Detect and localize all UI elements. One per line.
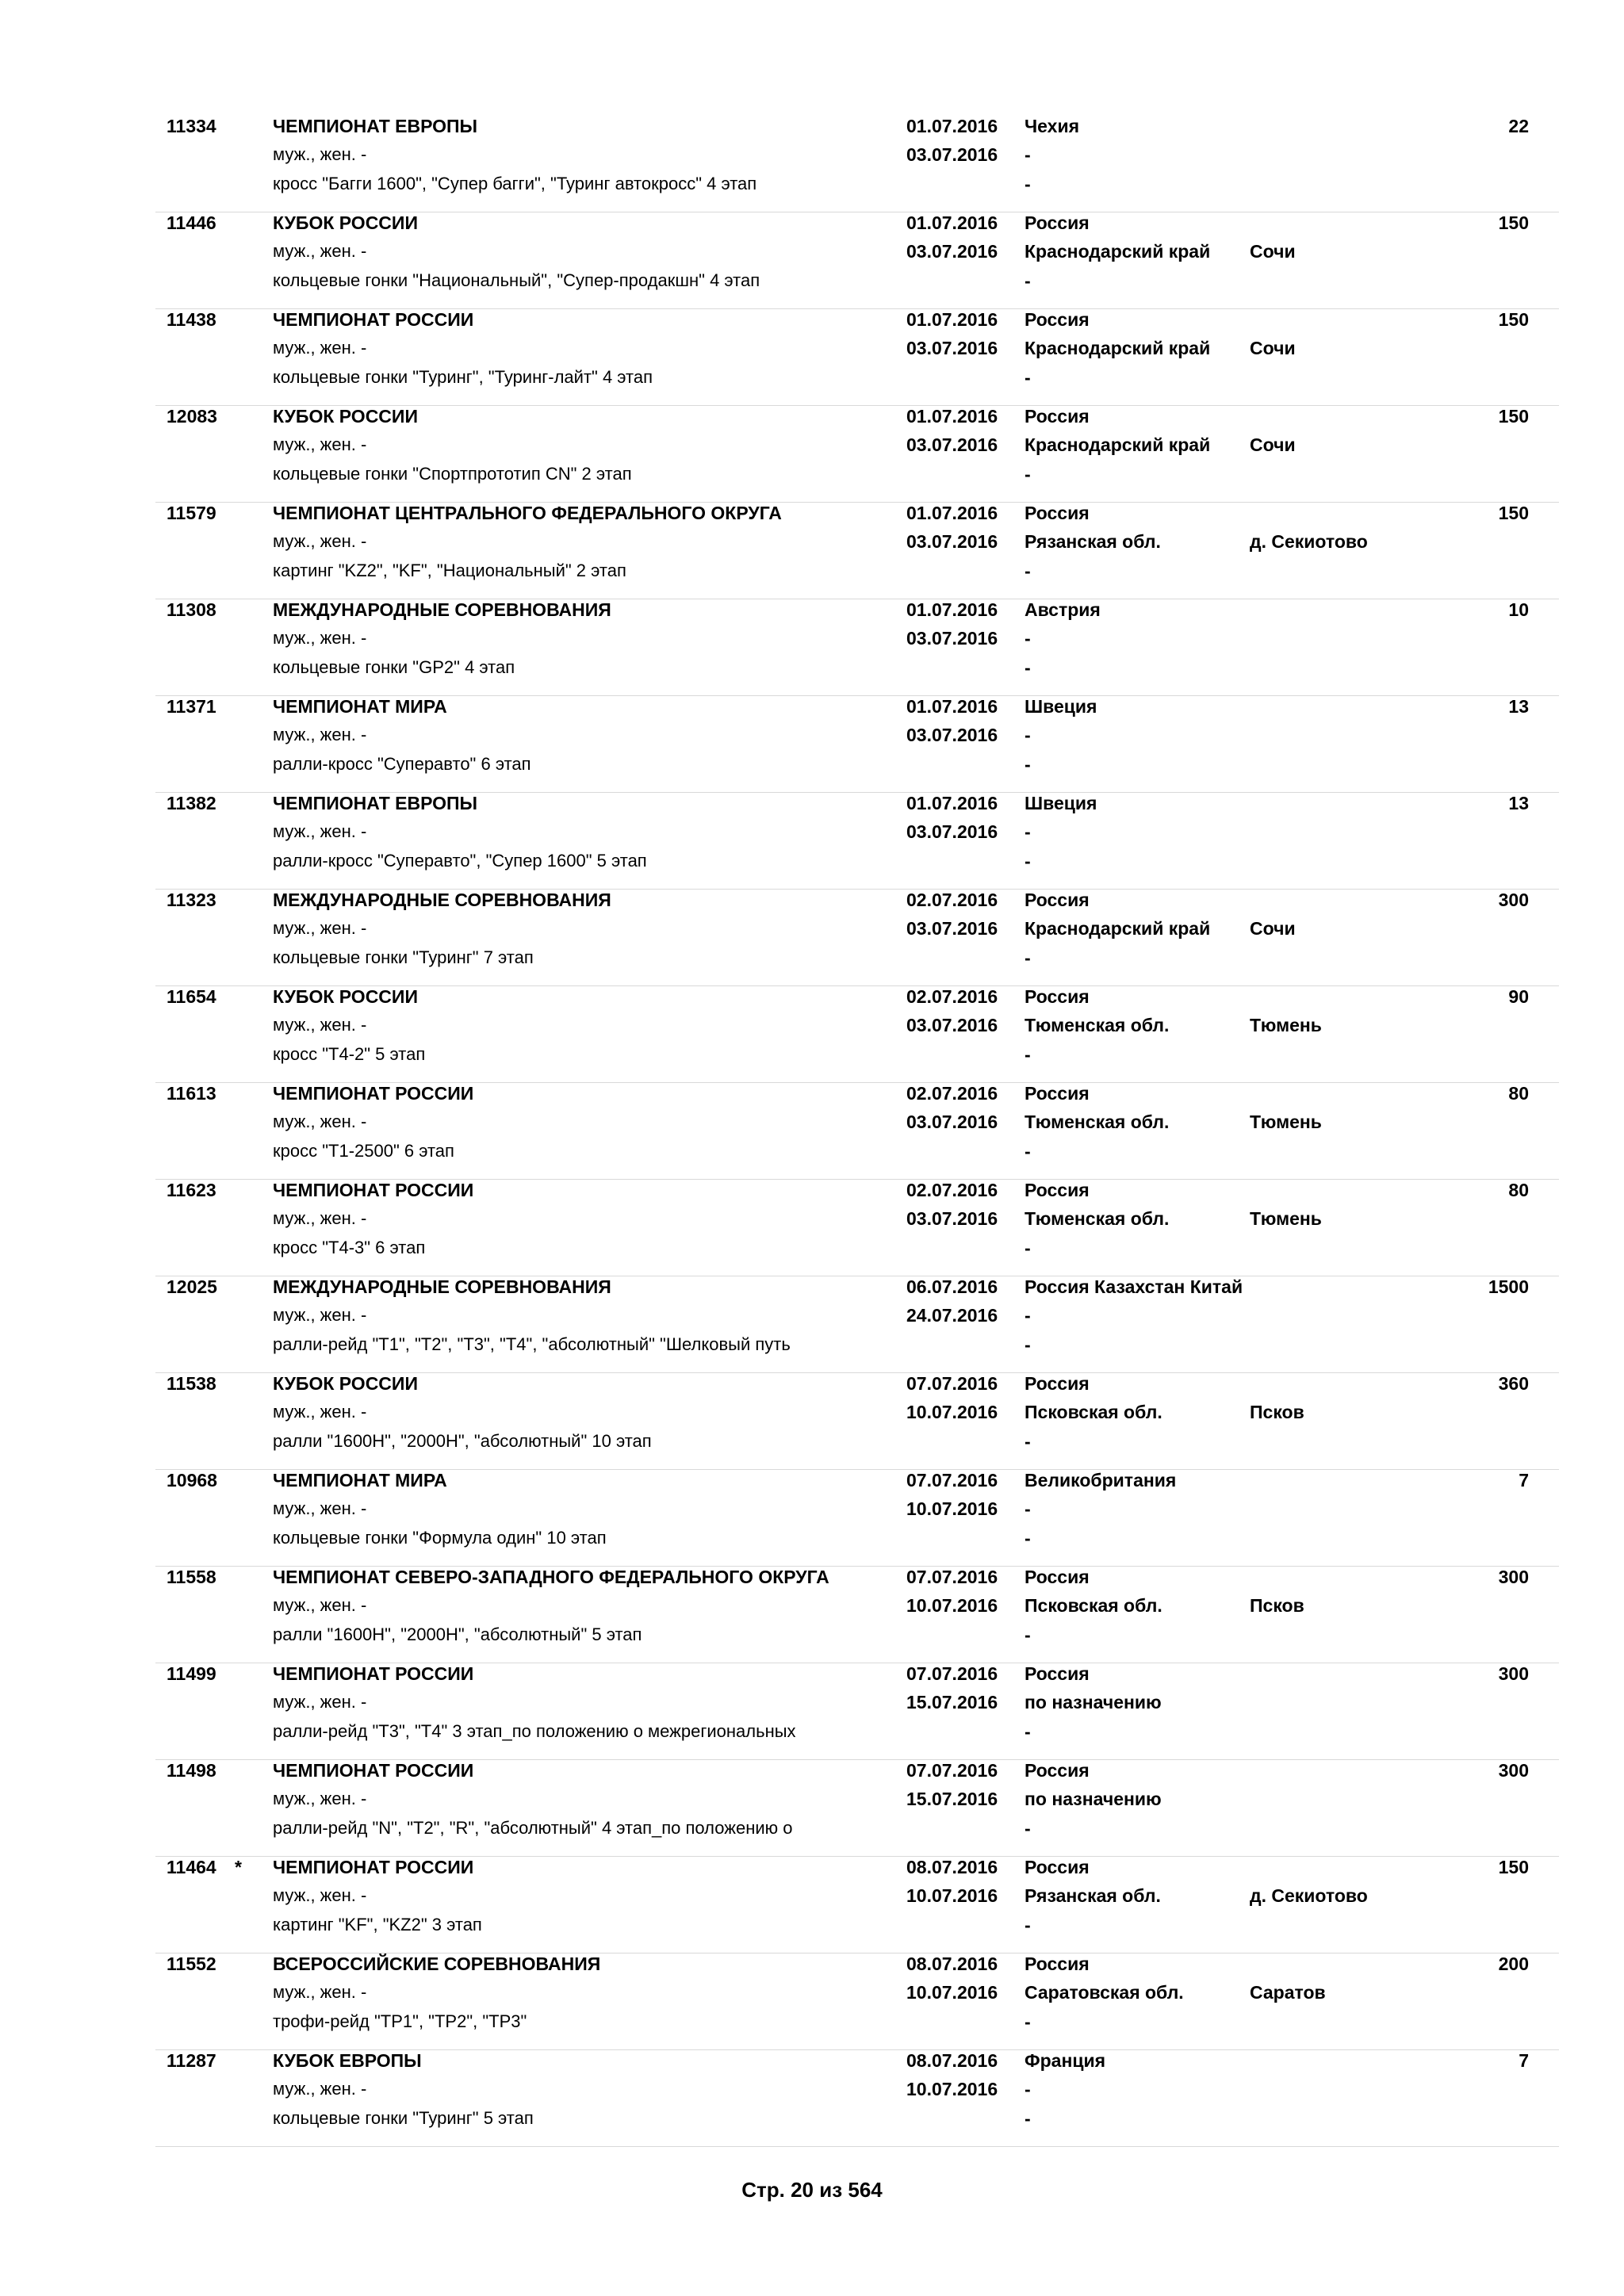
- event-region: Краснодарский край: [1025, 241, 1211, 262]
- event-date-start: 07.07.2016: [906, 1663, 998, 1684]
- event-date-start: 01.07.2016: [906, 309, 998, 330]
- event-name: ЧЕМПИОНАТ РОССИИ: [273, 1857, 474, 1877]
- event-name: ЧЕМПИОНАТ РОССИИ: [273, 1083, 474, 1104]
- event-name: КУБОК РОССИИ: [273, 986, 418, 1007]
- event-row: [155, 1857, 1559, 1954]
- event-id: 11382: [167, 793, 216, 813]
- event-region: Псковская обл.: [1025, 1402, 1162, 1422]
- event-date-start: 01.07.2016: [906, 212, 998, 233]
- event-participants: 7: [1519, 2050, 1529, 2071]
- event-date-start: 07.07.2016: [906, 1373, 998, 1394]
- event-participants: 22: [1508, 116, 1529, 136]
- event-row: [155, 986, 1559, 1083]
- event-date-start: 01.07.2016: [906, 406, 998, 427]
- event-discipline: кольцевые гонки "Формула один" 10 этап: [273, 1528, 607, 1548]
- event-region: -: [1025, 1305, 1031, 1326]
- event-id: 11579: [167, 503, 216, 523]
- event-row: [155, 309, 1559, 406]
- event-id: 11464: [167, 1857, 216, 1877]
- event-city: Псков: [1250, 1595, 1304, 1616]
- event-extra: -: [1025, 1528, 1031, 1548]
- event-country: Россия: [1025, 503, 1090, 523]
- event-participants: 300: [1498, 1567, 1529, 1587]
- event-name: МЕЖДУНАРОДНЫЕ СОРЕВНОВАНИЯ: [273, 1276, 611, 1297]
- event-row: [155, 1083, 1559, 1180]
- event-date-end: 10.07.2016: [906, 1982, 998, 2003]
- event-discipline: кросс "Т4-2" 5 этап: [273, 1044, 426, 1064]
- event-discipline: ралли-рейд "Т1", "Т2", "Т3", "Т4", "абсолютный" "Шелковый путь: [273, 1334, 791, 1354]
- event-discipline: кросс "Т1-2500" 6 этап: [273, 1141, 454, 1161]
- event-discipline: картинг "KF", "KZ2" 3 этап: [273, 1915, 482, 1934]
- event-row: [155, 890, 1559, 986]
- event-extra: -: [1025, 1238, 1031, 1258]
- event-date-end: 03.07.2016: [906, 918, 998, 939]
- event-gender: муж., жен. -: [273, 434, 367, 454]
- event-discipline: кольцевые гонки "Спортпрототип CN" 2 этап: [273, 464, 632, 484]
- event-gender: муж., жен. -: [273, 1789, 367, 1808]
- event-date-end: 03.07.2016: [906, 725, 998, 745]
- event-gender: муж., жен. -: [273, 338, 367, 358]
- event-region: -: [1025, 1498, 1031, 1519]
- event-name: КУБОК РОССИИ: [273, 406, 418, 427]
- event-country: Россия: [1025, 1373, 1090, 1394]
- event-country: Россия: [1025, 1567, 1090, 1587]
- event-date-start: 01.07.2016: [906, 503, 998, 523]
- event-row: [155, 1760, 1559, 1857]
- event-region: Тюменская обл.: [1025, 1208, 1170, 1229]
- event-discipline: кольцевые гонки "Национальный", "Супер-продакшн" 4 этап: [273, 270, 760, 290]
- event-gender: муж., жен. -: [273, 1112, 367, 1131]
- event-date-start: 01.07.2016: [906, 116, 998, 136]
- event-name: МЕЖДУНАРОДНЫЕ СОРЕВНОВАНИЯ: [273, 890, 611, 910]
- event-date-end: 10.07.2016: [906, 1595, 998, 1616]
- event-name: КУБОК РОССИИ: [273, 212, 418, 233]
- event-region: Краснодарский край: [1025, 338, 1211, 358]
- event-discipline: ралли "1600Н", "2000Н", "абсолютный" 5 этап: [273, 1624, 642, 1644]
- event-discipline: кольцевые гонки "Туринг" 5 этап: [273, 2108, 534, 2128]
- event-participants: 150: [1498, 503, 1529, 523]
- event-row: [155, 1567, 1559, 1663]
- event-name: ЧЕМПИОНАТ РОССИИ: [273, 1760, 474, 1781]
- event-extra: -: [1025, 1624, 1031, 1645]
- event-row: [155, 212, 1559, 309]
- event-date-start: 06.07.2016: [906, 1276, 998, 1297]
- event-date-start: 08.07.2016: [906, 1857, 998, 1877]
- event-date-start: 07.07.2016: [906, 1470, 998, 1490]
- event-id: 11558: [167, 1567, 216, 1587]
- event-participants: 300: [1498, 890, 1529, 910]
- events-list: [155, 116, 1559, 2147]
- event-date-end: 24.07.2016: [906, 1305, 998, 1326]
- event-name: ЧЕМПИОНАТ РОССИИ: [273, 1663, 474, 1684]
- event-id: 11623: [167, 1180, 216, 1200]
- event-name: МЕЖДУНАРОДНЫЕ СОРЕВНОВАНИЯ: [273, 599, 611, 620]
- event-country: Россия: [1025, 1180, 1090, 1200]
- event-extra: -: [1025, 657, 1031, 678]
- event-extra: -: [1025, 464, 1031, 484]
- event-region: Саратовская обл.: [1025, 1982, 1184, 2003]
- event-country: Великобритания: [1025, 1470, 1177, 1490]
- event-row: [155, 1954, 1559, 2050]
- event-extra: -: [1025, 851, 1031, 871]
- event-extra: -: [1025, 270, 1031, 291]
- event-region: Краснодарский край: [1025, 434, 1211, 455]
- event-gender: муж., жен. -: [273, 1208, 367, 1228]
- event-extra: -: [1025, 1044, 1031, 1065]
- event-date-end: 10.07.2016: [906, 2079, 998, 2099]
- event-discipline: кольцевые гонки "GP2" 4 этап: [273, 657, 515, 677]
- event-region: -: [1025, 725, 1031, 745]
- event-country: Россия: [1025, 1857, 1090, 1877]
- event-region: -: [1025, 2079, 1031, 2099]
- event-date-end: 03.07.2016: [906, 434, 998, 455]
- event-participants: 150: [1498, 212, 1529, 233]
- event-extra: -: [1025, 1721, 1031, 1742]
- event-city: Сочи: [1250, 338, 1296, 358]
- event-region: -: [1025, 821, 1031, 842]
- event-gender: муж., жен. -: [273, 144, 367, 164]
- event-country: Швеция: [1025, 696, 1097, 717]
- event-participants: 150: [1498, 406, 1529, 427]
- event-discipline: кросс "Багги 1600", "Супер багги", "Туринг автокросс" 4 этап: [273, 174, 757, 193]
- event-country: Россия: [1025, 1760, 1090, 1781]
- event-participants: 13: [1508, 696, 1529, 717]
- event-date-end: 10.07.2016: [906, 1402, 998, 1422]
- event-city: Тюмень: [1250, 1208, 1322, 1229]
- event-extra: -: [1025, 367, 1031, 388]
- event-gender: муж., жен. -: [273, 531, 367, 551]
- event-participants: 150: [1498, 1857, 1529, 1877]
- event-extra: -: [1025, 2011, 1031, 2032]
- event-city: Сочи: [1250, 241, 1296, 262]
- event-date-start: 01.07.2016: [906, 599, 998, 620]
- event-discipline: картинг "KZ2", "KF", "Национальный" 2 этап: [273, 561, 626, 580]
- event-date-end: 03.07.2016: [906, 241, 998, 262]
- event-discipline: ралли-рейд "N", "Т2", "R", "абсолютный" 4 этап_по положению о: [273, 1818, 793, 1838]
- event-date-start: 02.07.2016: [906, 986, 998, 1007]
- event-city: Саратов: [1250, 1982, 1326, 2003]
- event-row: [155, 1276, 1559, 1373]
- event-extra: -: [1025, 1141, 1031, 1161]
- event-participants: 200: [1498, 1954, 1529, 1974]
- event-name: ЧЕМПИОНАТ ЕВРОПЫ: [273, 793, 478, 813]
- event-id: 11498: [167, 1760, 216, 1781]
- event-id: 11308: [167, 599, 216, 620]
- event-country: Россия: [1025, 1083, 1090, 1104]
- event-id: 12025: [167, 1276, 217, 1297]
- event-region: по назначению: [1025, 1789, 1162, 1809]
- event-date-end: 03.07.2016: [906, 628, 998, 649]
- event-id: 11323: [167, 890, 216, 910]
- event-city: Тюмень: [1250, 1015, 1322, 1035]
- event-participants: 13: [1508, 793, 1529, 813]
- event-row: [155, 1180, 1559, 1276]
- event-row: [155, 696, 1559, 793]
- event-id: 11538: [167, 1373, 216, 1394]
- event-row: [155, 599, 1559, 696]
- event-id: 11499: [167, 1663, 216, 1684]
- event-date-start: 08.07.2016: [906, 1954, 998, 1974]
- event-name: КУБОК РОССИИ: [273, 1373, 418, 1394]
- event-discipline: кросс "Т4-3" 6 этап: [273, 1238, 426, 1257]
- event-id: 11654: [167, 986, 216, 1007]
- event-id: 11371: [167, 696, 216, 717]
- event-gender: муж., жен. -: [273, 821, 367, 841]
- event-participants: 80: [1508, 1083, 1529, 1104]
- event-extra: -: [1025, 1915, 1031, 1935]
- event-country: Россия: [1025, 890, 1090, 910]
- event-participants: 7: [1519, 1470, 1529, 1490]
- event-id: 11446: [167, 212, 216, 233]
- event-date-end: 10.07.2016: [906, 1498, 998, 1519]
- event-gender: муж., жен. -: [273, 725, 367, 744]
- event-date-start: 07.07.2016: [906, 1760, 998, 1781]
- event-extra: -: [1025, 1334, 1031, 1355]
- event-date-start: 02.07.2016: [906, 890, 998, 910]
- event-name: ЧЕМПИОНАТ РОССИИ: [273, 1180, 474, 1200]
- event-row: [155, 793, 1559, 890]
- event-discipline: ралли-кросс "Суперавто", "Супер 1600" 5 этап: [273, 851, 647, 871]
- event-participants: 90: [1508, 986, 1529, 1007]
- event-date-end: 03.07.2016: [906, 144, 998, 165]
- event-name: ЧЕМПИОНАТ ЦЕНТРАЛЬНОГО ФЕДЕРАЛЬНОГО ОКРУГА: [273, 503, 782, 523]
- event-city: Псков: [1250, 1402, 1304, 1422]
- event-name: ВСЕРОССИЙСКИЕ СОРЕВНОВАНИЯ: [273, 1954, 601, 1974]
- event-row: [155, 2050, 1559, 2147]
- event-country: Франция: [1025, 2050, 1106, 2071]
- event-id: 10968: [167, 1470, 217, 1490]
- event-country: Россия Казахстан Китай: [1025, 1276, 1243, 1297]
- event-extra: -: [1025, 174, 1031, 194]
- event-discipline: трофи-рейд "ТР1", "ТР2", "ТР3": [273, 2011, 527, 2031]
- event-row: [155, 406, 1559, 503]
- event-region: Рязанская обл.: [1025, 531, 1161, 552]
- event-id: 12083: [167, 406, 217, 427]
- event-gender: муж., жен. -: [273, 1885, 367, 1905]
- event-extra: -: [1025, 947, 1031, 968]
- event-gender: муж., жен. -: [273, 1402, 367, 1422]
- event-region: по назначению: [1025, 1692, 1162, 1712]
- event-gender: муж., жен. -: [273, 1305, 367, 1325]
- event-city: д. Секиотово: [1250, 531, 1368, 552]
- event-participants: 80: [1508, 1180, 1529, 1200]
- event-region: Псковская обл.: [1025, 1595, 1162, 1616]
- event-name: ЧЕМПИОНАТ МИРА: [273, 696, 447, 717]
- event-gender: муж., жен. -: [273, 1692, 367, 1712]
- event-city: Сочи: [1250, 918, 1296, 939]
- event-row: [155, 1373, 1559, 1470]
- event-gender: муж., жен. -: [273, 1015, 367, 1035]
- event-date-start: 02.07.2016: [906, 1083, 998, 1104]
- event-discipline: ралли "1600Н", "2000Н", "абсолютный" 10 этап: [273, 1431, 652, 1451]
- event-name: ЧЕМПИОНАТ СЕВЕРО-ЗАПАДНОГО ФЕДЕРАЛЬНОГО ОКРУГА: [273, 1567, 829, 1587]
- event-date-end: 10.07.2016: [906, 1885, 998, 1906]
- event-date-end: 03.07.2016: [906, 1112, 998, 1132]
- event-date-end: 03.07.2016: [906, 338, 998, 358]
- event-participants: 300: [1498, 1663, 1529, 1684]
- event-date-end: 03.07.2016: [906, 821, 998, 842]
- event-country: Россия: [1025, 406, 1090, 427]
- event-participants: 300: [1498, 1760, 1529, 1781]
- event-gender: муж., жен. -: [273, 2079, 367, 2099]
- event-id: 11613: [167, 1083, 216, 1104]
- event-extra: -: [1025, 561, 1031, 581]
- event-country: Чехия: [1025, 116, 1079, 136]
- event-row: [155, 503, 1559, 599]
- event-date-end: 03.07.2016: [906, 531, 998, 552]
- event-name: ЧЕМПИОНАТ ЕВРОПЫ: [273, 116, 478, 136]
- event-date-start: 08.07.2016: [906, 2050, 998, 2071]
- event-region: Тюменская обл.: [1025, 1112, 1170, 1132]
- event-country: Россия: [1025, 986, 1090, 1007]
- event-country: Австрия: [1025, 599, 1101, 620]
- event-date-end: 03.07.2016: [906, 1208, 998, 1229]
- event-country: Швеция: [1025, 793, 1097, 813]
- event-participants: 150: [1498, 309, 1529, 330]
- event-discipline: ралли-рейд "Т3", "Т4" 3 этап_по положению о межрегиональных: [273, 1721, 796, 1741]
- event-name: ЧЕМПИОНАТ МИРА: [273, 1470, 447, 1490]
- event-id: 11334: [167, 116, 216, 136]
- event-country: Россия: [1025, 309, 1090, 330]
- event-id: 11287: [167, 2050, 216, 2071]
- event-date-end: 15.07.2016: [906, 1789, 998, 1809]
- event-id: 11438: [167, 309, 216, 330]
- event-date-start: 01.07.2016: [906, 793, 998, 813]
- event-extra: -: [1025, 1431, 1031, 1452]
- event-gender: муж., жен. -: [273, 1498, 367, 1518]
- event-name: КУБОК ЕВРОПЫ: [273, 2050, 422, 2071]
- event-date-start: 07.07.2016: [906, 1567, 998, 1587]
- event-participants: 360: [1498, 1373, 1529, 1394]
- event-discipline: кольцевые гонки "Туринг" 7 этап: [273, 947, 534, 967]
- event-row: [155, 1663, 1559, 1760]
- event-date-end: 03.07.2016: [906, 1015, 998, 1035]
- event-name: ЧЕМПИОНАТ РОССИИ: [273, 309, 474, 330]
- event-participants: 1500: [1488, 1276, 1529, 1297]
- event-discipline: ралли-кросс "Суперавто" 6 этап: [273, 754, 531, 774]
- event-row: [155, 1470, 1559, 1567]
- event-region: Рязанская обл.: [1025, 1885, 1161, 1906]
- event-id: 11552: [167, 1954, 216, 1974]
- event-extra: -: [1025, 1818, 1031, 1839]
- event-extra: -: [1025, 754, 1031, 775]
- page-number: Стр. 20 из 564: [741, 2178, 883, 2202]
- event-date-end: 15.07.2016: [906, 1692, 998, 1712]
- event-row: [155, 116, 1559, 212]
- event-city: д. Секиотово: [1250, 1885, 1368, 1906]
- event-date-start: 01.07.2016: [906, 696, 998, 717]
- event-mark: *: [235, 1857, 242, 1877]
- event-gender: муж., жен. -: [273, 1595, 367, 1615]
- event-city: Сочи: [1250, 434, 1296, 455]
- event-gender: муж., жен. -: [273, 628, 367, 648]
- event-country: Россия: [1025, 1663, 1090, 1684]
- event-gender: муж., жен. -: [273, 918, 367, 938]
- event-participants: 10: [1508, 599, 1529, 620]
- event-country: Россия: [1025, 212, 1090, 233]
- event-region: Краснодарский край: [1025, 918, 1211, 939]
- event-country: Россия: [1025, 1954, 1090, 1974]
- event-discipline: кольцевые гонки "Туринг", "Туринг-лайт" 4 этап: [273, 367, 653, 387]
- event-region: Тюменская обл.: [1025, 1015, 1170, 1035]
- event-gender: муж., жен. -: [273, 1982, 367, 2002]
- event-region: -: [1025, 628, 1031, 649]
- event-date-start: 02.07.2016: [906, 1180, 998, 1200]
- event-region: -: [1025, 144, 1031, 165]
- event-extra: -: [1025, 2108, 1031, 2129]
- event-gender: муж., жен. -: [273, 241, 367, 261]
- event-city: Тюмень: [1250, 1112, 1322, 1132]
